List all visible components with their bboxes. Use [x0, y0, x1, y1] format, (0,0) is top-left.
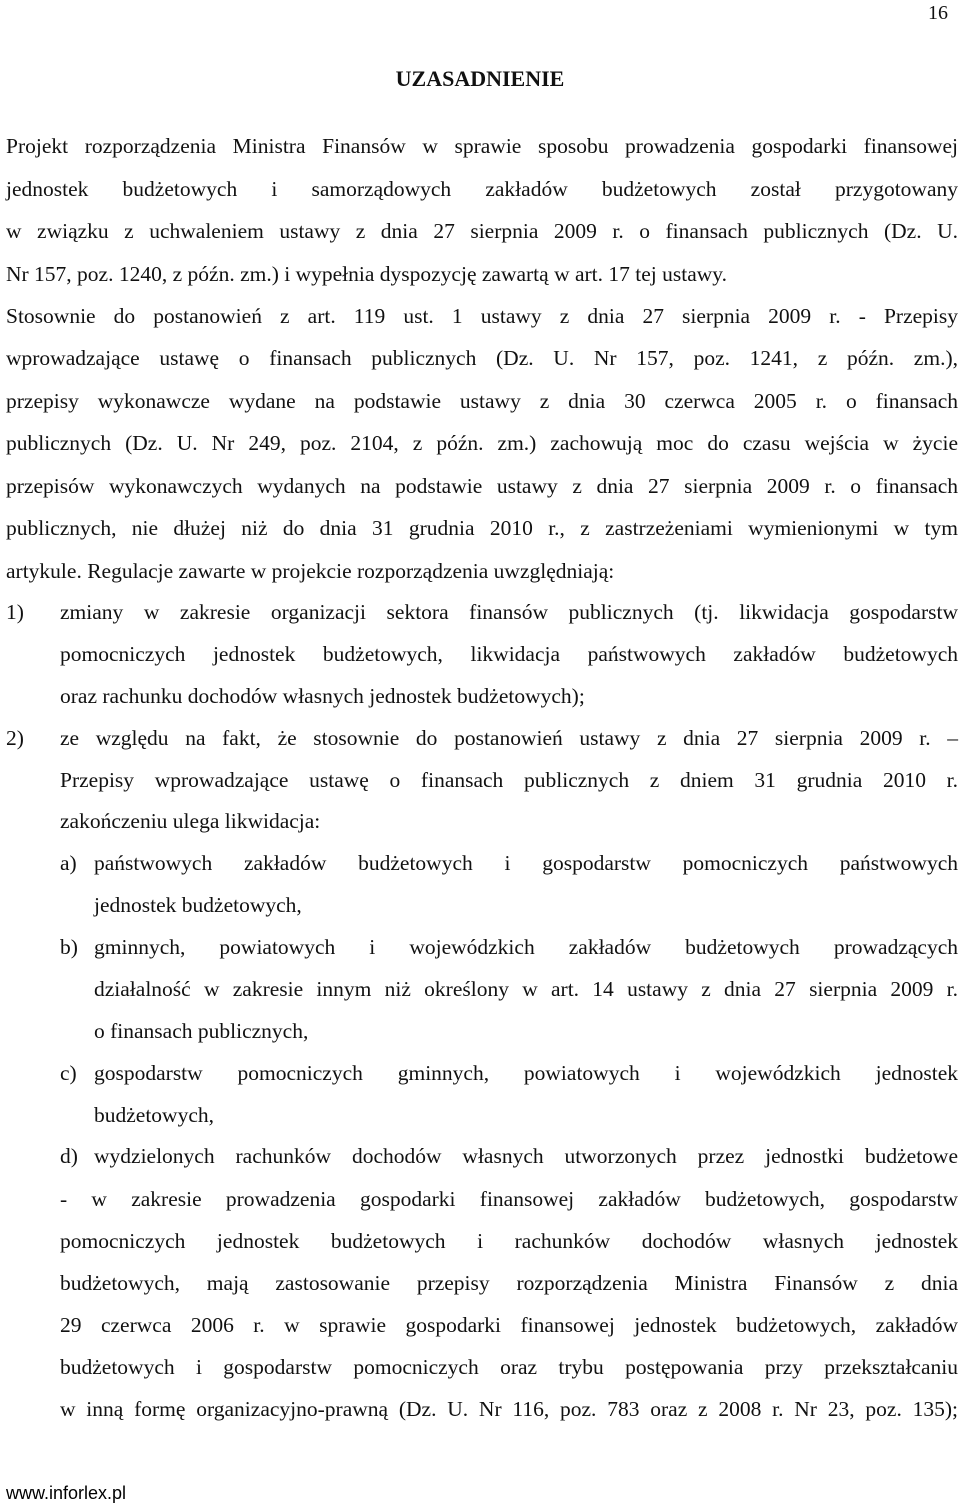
document-title: UZASADNIENIE — [395, 66, 565, 91]
paragraph-line: budżetowych, mają zastosowanie przepisy rozporządzenia Ministra Finansów z dnia — [60, 1271, 958, 1295]
list-item-line: Przepisy wprowadzające ustawę o finansach publicznych z dniem 31 grudnia 2010 r. — [60, 768, 958, 792]
list-item-line: gospodarstw pomocniczych gminnych, powiatowych i wojewódzkich jednostek — [94, 1061, 958, 1085]
list-item-line: jednostek budżetowych, — [94, 893, 302, 917]
paragraph-line: przepisy wykonawcze wydane na podstawie ustawy z dnia 30 czerwca 2005 r. o finansach — [6, 389, 958, 413]
paragraph-line: - w zakresie prowadzenia gospodarki finansowej zakładów budżetowych, gospodarstw — [60, 1187, 958, 1211]
paragraph-line: 29 czerwca 2006 r. w sprawie gospodarki finansowej jednostek budżetowych, zakładów — [60, 1313, 958, 1337]
footer-url[interactable]: www.inforlex.pl — [6, 1483, 127, 1503]
list-item-line: państwowych zakładów budżetowych i gospodarstw pomocniczych państwowych — [94, 851, 958, 875]
paragraph-line: budżetowych i gospodarstw pomocniczych oraz trybu postępowania przy przekształcaniu — [60, 1355, 958, 1379]
list-item-line: zmiany w zakresie organizacji sektora finansów publicznych (tj. likwidacja gospodarstw — [60, 600, 958, 624]
list-marker-2: 2) — [6, 726, 24, 750]
list-marker-c: c) — [60, 1061, 77, 1085]
paragraph-line: Stosownie do postanowień z art. 119 ust. 1 ustawy z dnia 27 sierpnia 2009 r. - Przepisy — [6, 304, 958, 328]
list-item-line: pomocniczych jednostek budżetowych, likwidacja państwowych zakładów budżetowych — [60, 642, 958, 666]
list-item-line: zakończeniu ulega likwidacja: — [60, 809, 321, 833]
paragraph-line: wprowadzające ustawę o finansach publicznych (Dz. U. Nr 157, poz. 1241, z późn. zm.), — [6, 346, 958, 370]
list-item-line: wydzielonych rachunków dochodów własnych utworzonych przez jednostki budżetowe — [94, 1144, 958, 1168]
list-marker-1: 1) — [6, 600, 24, 624]
paragraph-line: przepisów wykonawczych wydanych na podstawie ustawy z dnia 27 sierpnia 2009 r. o finansach — [6, 474, 958, 498]
paragraph-line: jednostek budżetowych i samorządowych zakładów budżetowych został przygotowany — [6, 177, 958, 201]
paragraph-line: Nr 157, poz. 1240, z późn. zm.) i wypełnia dyspozycję zawartą w art. 17 tej ustawy. — [6, 262, 728, 286]
list-item-line: gminnych, powiatowych i wojewódzkich zakładów budżetowych prowadzących — [94, 935, 958, 959]
paragraph-line: artykule. Regulacje zawarte w projekcie rozporządzenia uwzględniają: — [6, 559, 615, 583]
paragraph-line: w inną formę organizacyjno-prawną (Dz. U. Nr 116, poz. 783 oraz z 2008 r. Nr 23, poz. 135); — [60, 1397, 958, 1421]
paragraph-line: publicznych (Dz. U. Nr 249, poz. 2104, z późn. zm.) zachowują moc do czasu wejścia w życie — [6, 431, 958, 455]
list-item-line: budżetowych, — [94, 1103, 215, 1127]
list-marker-b: b) — [60, 935, 78, 959]
paragraph-line: publicznych, nie dłużej niż do dnia 31 grudnia 2010 r., z zastrzeżeniami wymienionymi w tym — [6, 516, 958, 540]
list-item-line: o finansach publicznych, — [94, 1019, 309, 1043]
paragraph-line: Projekt rozporządzenia Ministra Finansów w sprawie sposobu prowadzenia gospodarki finansowej — [6, 134, 958, 158]
list-item-line: działalność w zakresie innym niż określony w art. 14 ustawy z dnia 27 sierpnia 2009 r. — [94, 977, 958, 1001]
list-marker-d: d) — [60, 1144, 78, 1168]
paragraph-line: w związku z uchwaleniem ustawy z dnia 27 sierpnia 2009 r. o finansach publicznych (Dz. U. — [6, 219, 958, 243]
list-item-line: oraz rachunku dochodów własnych jednostek budżetowych); — [60, 684, 585, 708]
paragraph-line: pomocniczych jednostek budżetowych i rachunków dochodów własnych jednostek — [60, 1229, 958, 1253]
list-marker-a: a) — [60, 851, 77, 875]
page-number: 16 — [928, 2, 948, 24]
list-item-line: ze względu na fakt, że stosownie do postanowień ustawy z dnia 27 sierpnia 2009 r. – — [60, 726, 958, 750]
